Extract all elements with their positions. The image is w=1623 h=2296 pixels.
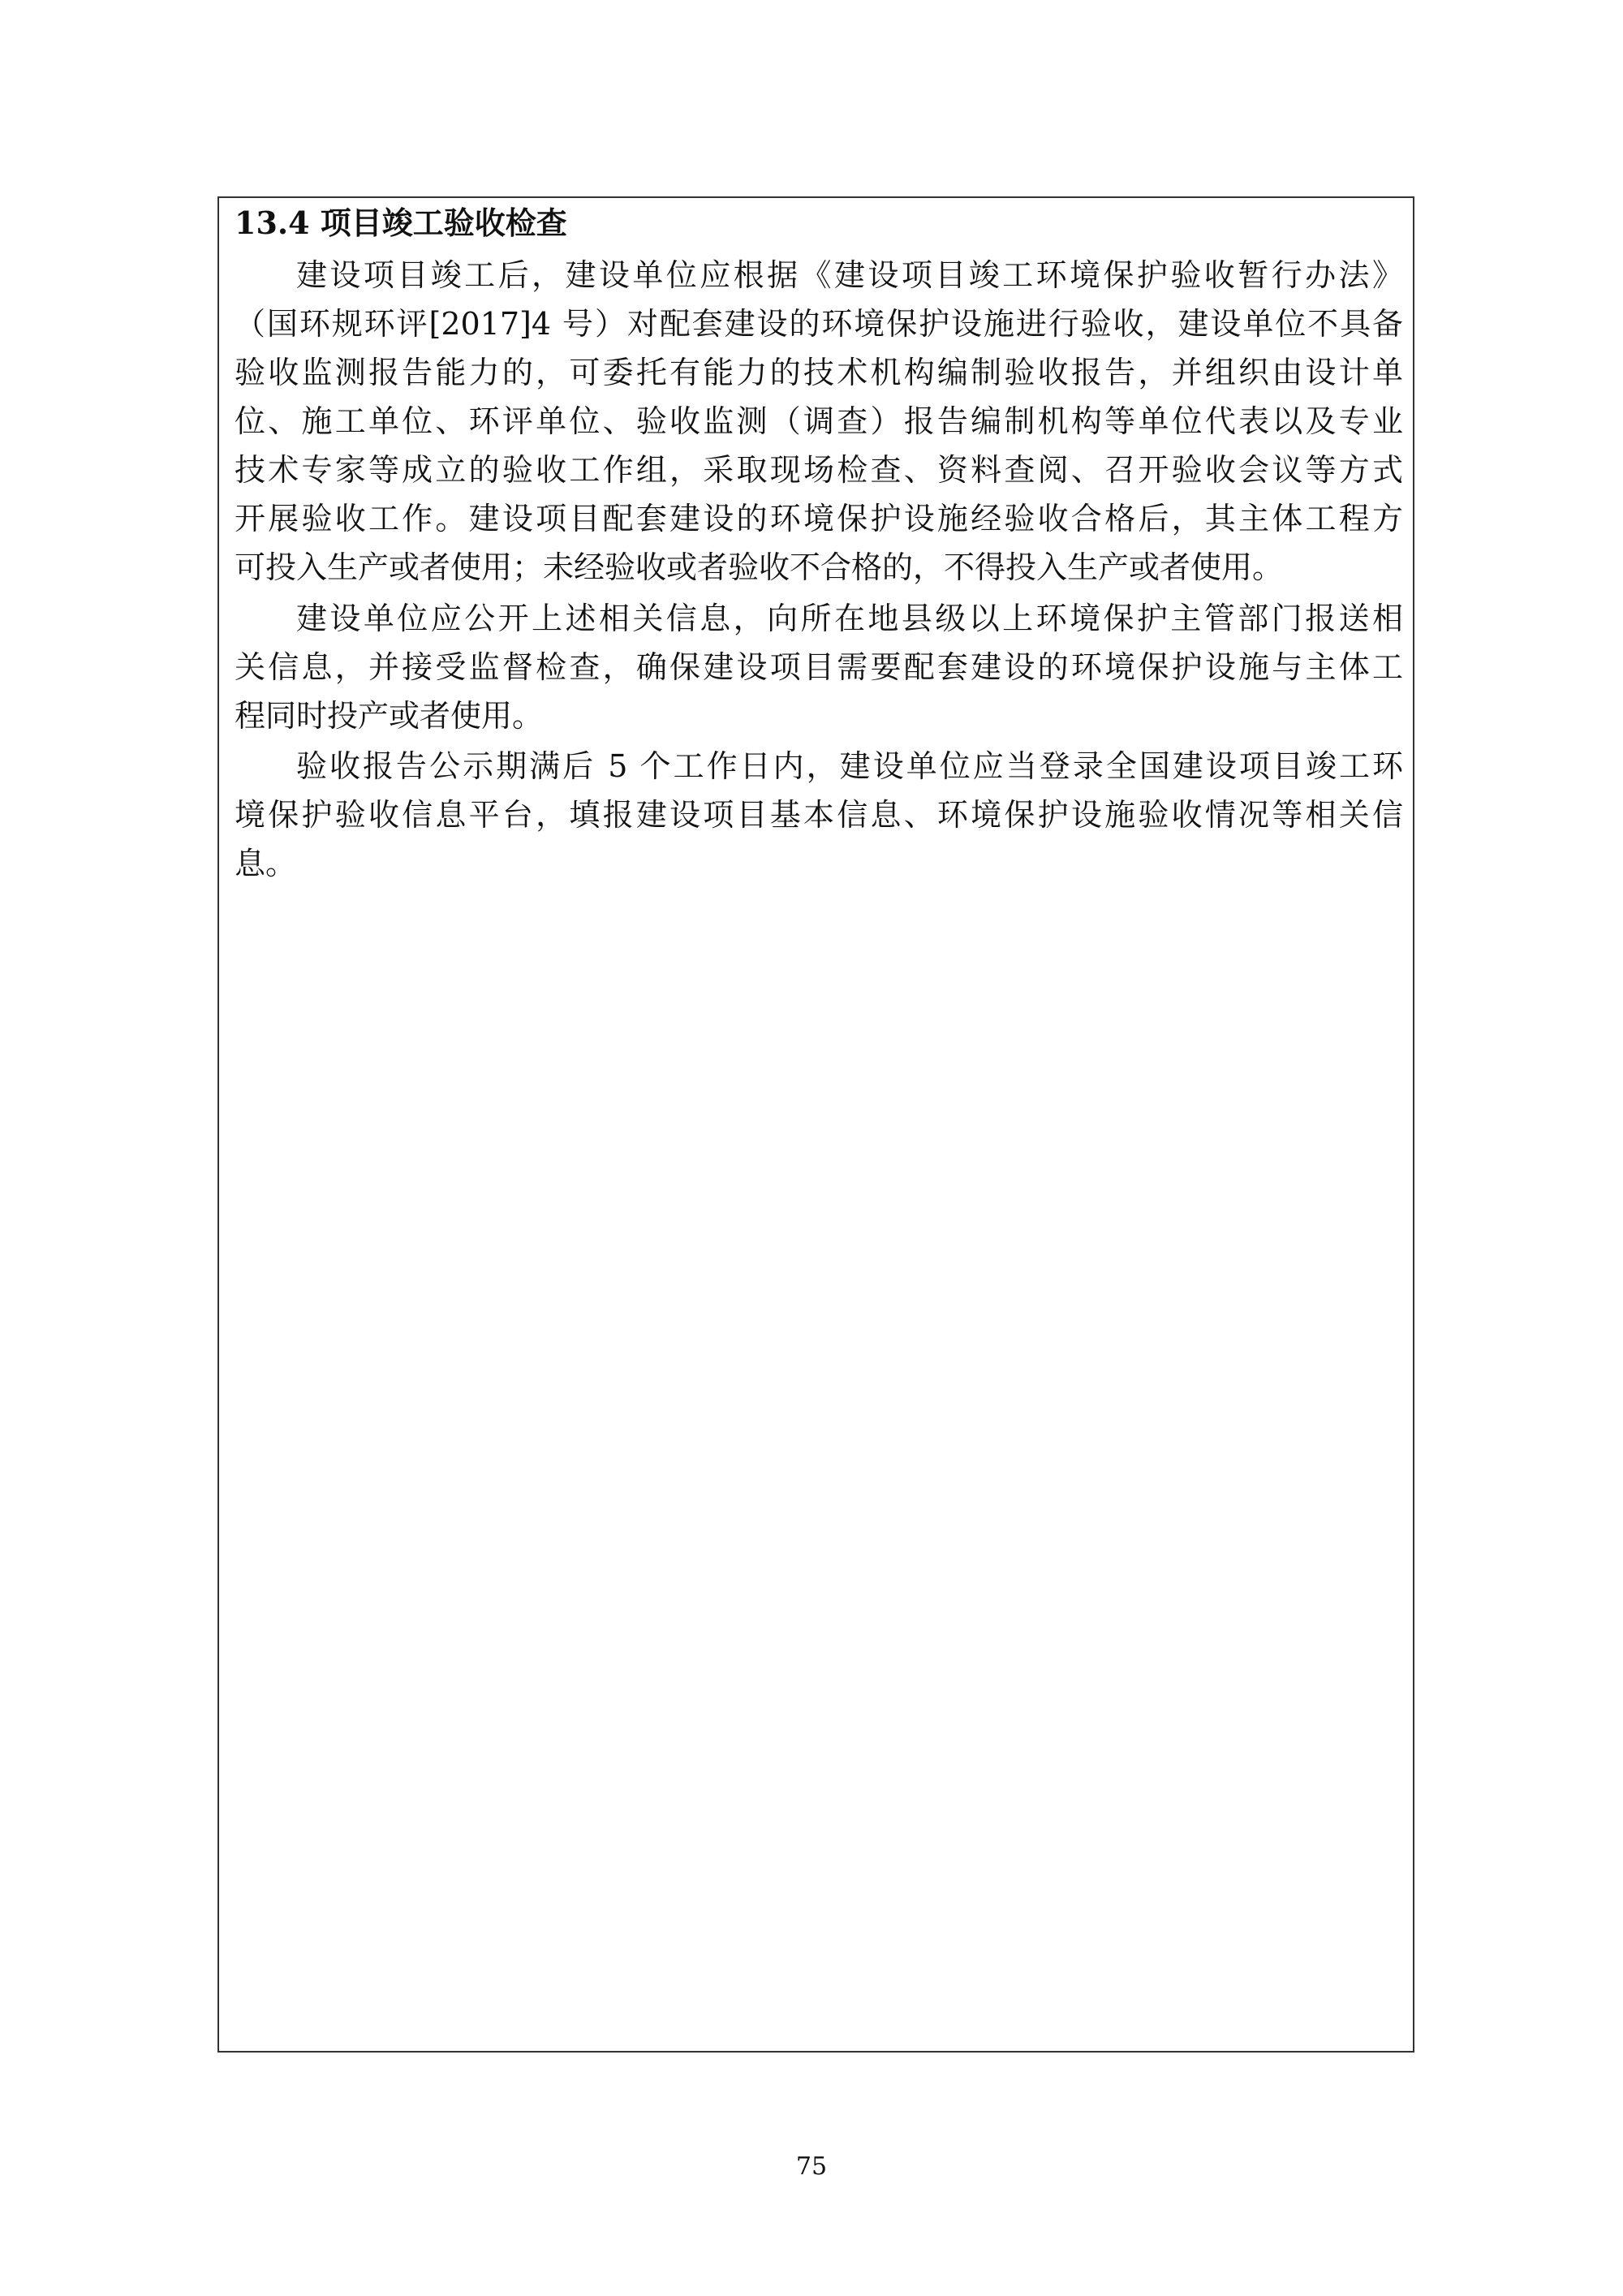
- paragraph-1-line-4: 位、施工单位、环评单位、验收监测（调查）报告编制机构等单位代表以及专业: [235, 403, 1403, 439]
- paragraph-1-line-1: 建设项目竣工后，建设单位应根据《建设项目竣工环境保护验收暂行办法》: [296, 257, 1403, 293]
- paragraph-1-line-3: 验收监测报告能力的，可委托有能力的技术机构编制验收报告，并组织由设计单: [235, 355, 1403, 390]
- paragraph-1-line-5: 技术专家等成立的验收工作组，采取现场检查、资料查阅、召开验收会议等方式: [235, 452, 1403, 488]
- paragraph-1-line-7: 可投入生产或者使用；未经验收或者验收不合格的，不得投入生产或者使用。: [235, 549, 1284, 585]
- paragraph-3-line-2: 境保护验收信息平台，填报建设项目基本信息、环境保护设施验收情况等相关信: [235, 797, 1403, 833]
- paragraph-3-line-3: 息。: [235, 846, 297, 881]
- content-frame: [217, 196, 1414, 2053]
- paragraph-2-line-3: 程同时投产或者使用。: [235, 698, 544, 734]
- section-heading: 13.4 项目竣工验收检查: [235, 205, 567, 241]
- paragraph-2-line-2: 关信息，并接受监督检查，确保建设项目需要配套建设的环境保护设施与主体工: [235, 649, 1403, 685]
- paragraph-1-line-6: 开展验收工作。建设项目配套建设的环境保护设施经验收合格后，其主体工程方: [235, 501, 1403, 536]
- paragraph-3-line-1: 验收报告公示期满后 5 个工作日内，建设单位应当登录全国建设项目竣工环: [296, 748, 1403, 784]
- paragraph-2-line-1: 建设单位应公开上述相关信息，向所在地县级以上环境保护主管部门报送相: [296, 601, 1403, 636]
- paragraph-1-line-2: （国环规环评[2017]4 号）对配套建设的环境保护设施进行验收，建设单位不具备: [235, 306, 1403, 342]
- page-number: 75: [795, 2152, 828, 2181]
